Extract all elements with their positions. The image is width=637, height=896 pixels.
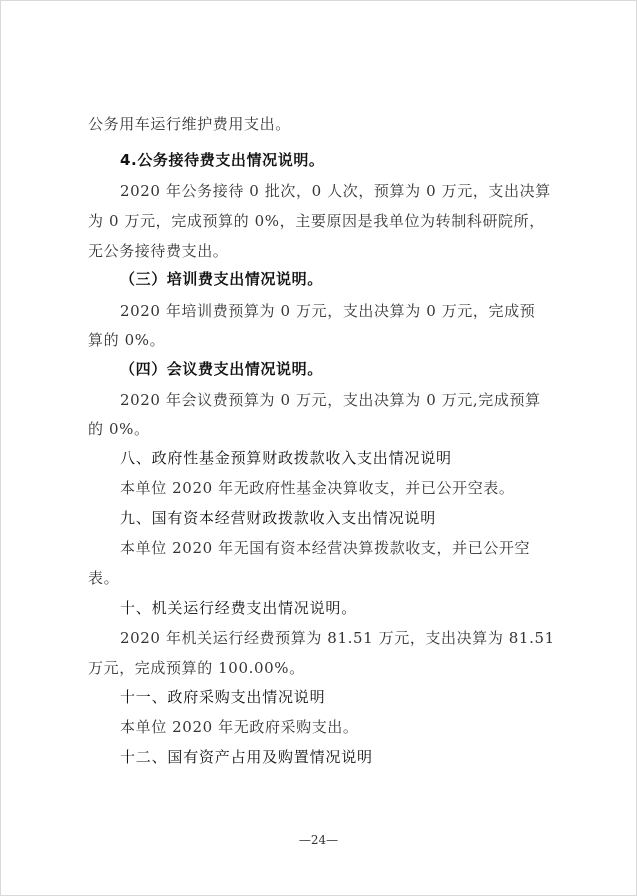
section-heading-training: （三）培训费支出情况说明。 [120, 270, 323, 288]
paragraph-line: 2020 年会议费预算为 0 万元，支出决算为 0 万元,完成预算 [120, 391, 541, 409]
section-heading-operating-expenses: 十、机关运行经费支出情况说明。 [120, 599, 358, 617]
section-heading-state-assets: 十二、国有资产占用及购置情况说明 [120, 748, 373, 766]
paragraph-line: 为 0 万元，完成预算的 0%，主要原因是我单位为转制科研院所， [88, 212, 545, 230]
paragraph-line: 2020 年机关运行经费预算为 81.51 万元，支出决算为 81.51 [120, 629, 555, 647]
section-heading-procurement: 十一、政府采购支出情况说明 [120, 688, 326, 706]
paragraph-line: 公务用车运行维护费用支出。 [88, 115, 291, 133]
paragraph-line: 的 0%。 [88, 420, 150, 438]
paragraph-line: 算的 0%。 [88, 331, 166, 349]
paragraph-line: 本单位 2020 年无政府性基金决算收支，并已公开空表。 [120, 479, 515, 497]
section-heading-government-fund: 八、政府性基金预算财政拨款收入支出情况说明 [120, 449, 452, 467]
paragraph-line: 表。 [88, 569, 120, 587]
section-heading-meeting: （四）会议费支出情况说明。 [120, 360, 323, 378]
section-heading-reception: 4.公务接待费支出情况说明。 [120, 151, 325, 169]
paragraph-line: 无公务接待费支出。 [88, 242, 229, 260]
section-heading-state-capital: 九、国有资本经营财政拨款收入支出情况说明 [120, 509, 437, 527]
paragraph-line: 万元，完成预算的 100.00%。 [88, 659, 305, 677]
paragraph-line: 本单位 2020 年无国有资本经营决算拨款收支，并已公开空 [120, 539, 531, 557]
paragraph-line: 2020 年公务接待 0 批次，0 人次，预算为 0 万元，支出决算 [120, 182, 551, 200]
paragraph-line: 2020 年培训费预算为 0 万元，支出决算为 0 万元，完成预 [120, 302, 536, 320]
paragraph-line: 本单位 2020 年无政府采购支出。 [120, 718, 359, 736]
page-number: —24— [298, 833, 339, 847]
